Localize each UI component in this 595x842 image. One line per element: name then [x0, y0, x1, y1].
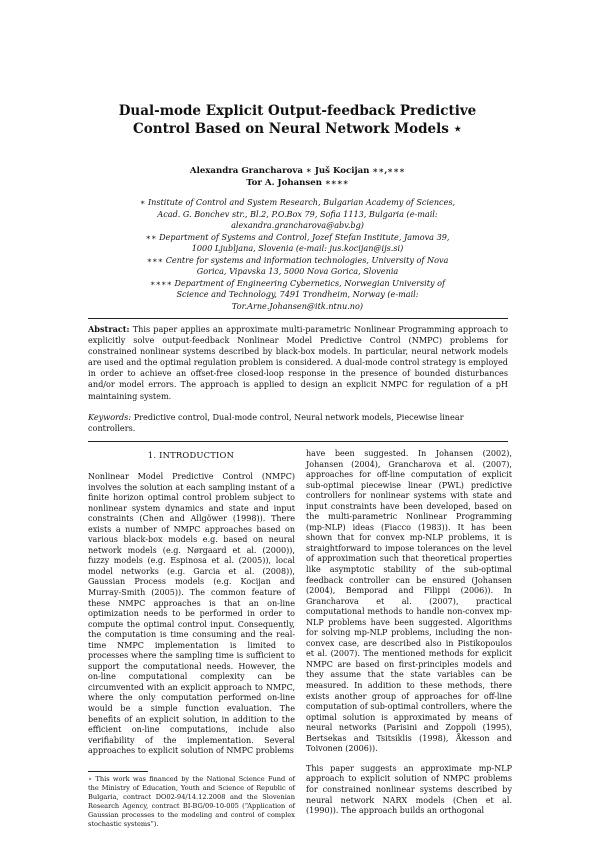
author-list — [100, 165, 495, 189]
abstract-text: This paper applies an approximate multi-parametric Nonlinear Programming approach to explicitly solve output-feedback Nonlinear Model Predictive Control (NMPC) problems for constrained nonlinear systems described by black-box models. In particular, neural network models are used and the optimal regulation problem is considered. A dual-mode control strategy is employed in order to achieve an offset-free closed-loop response in the presence of bounded disturbances and/or model errors. The approach is applied to design an explicit NMPC for regulation of a pH maintaining system. — [88, 324, 508, 401]
abstract — [88, 324, 508, 402]
footnote-text: This work was financed by the National Science Fund of the Ministry of Education, Youth and Science of Republic of Bulgaria, contract DO02-94/14.12.2008 and the Slovenian Research Agency, contract BI-BG/09-10-005 (“Application of Gaussian processes to the modeling and control of complex stochastic systems”). — [88, 775, 295, 828]
keywords — [88, 412, 508, 434]
keywords-text: Predictive control, Dual-mode control, Neural network models, Piecewise linear controllers. — [88, 412, 464, 434]
keywords-label: Keywords: — [88, 412, 132, 422]
affiliation-3: ∗∗∗ Centre for systems and information technologies, University of Nova Gorica, Vipavska 13, 5000 Nova Gorica, Slovenia — [146, 254, 449, 276]
footnote — [88, 775, 295, 828]
footnote-rule — [88, 771, 148, 772]
footnote-mark: ⋆ — [88, 775, 93, 783]
affiliation-4: ∗∗∗∗ Department of Engineering Cybernetics, Norwegian University of Science and Technology, 7491 Trondheim, Norway (e-mail: Tor.Arne.Johansen@itk.ntnu.no) — [149, 277, 446, 311]
section-heading-introduction: 1. INTRODUCTION — [147, 450, 235, 460]
right-column-paragraph-1: have been suggested. In Johansen (2002), Johansen (2004), Grancharova et al. (2007), approaches for off-line computation of explicit sub-optimal piecewise linear (PWL) predictive controllers for nonlinear systems with state and input constraints have been developed, based on the multi-parametric Nonlinear Programming (mp-NLP) ideas (Fiacco (1983)). It has been shown that for convex mp-NLP problems, it is straightforward to impose tolerances on the level of approximation such that theoretical properties like asymptotic stability of the sub-optimal feedback controller can be ensured (Johansen (2004), Bemporad and Filippi (2006)). In Grancharova et al. (2007), practical computational methods to handle non-convex mp-NLP problems have been suggested. Algorithms for solving mp-NLP problems, including the non-convex case, are described also in Pistikopoulos et al. (2007). The mentioned methods for explicit NMPC are based on first-principles models and they assume that the state variables can be measured. In addition to these methods, there exists another group of approaches for off-line computation of sub-optimal controllers, where the optimal solution is approximated by means of neural networks (Parisini and Zoppoli (1995), Bertsekas and Tsitsiklis (1998), Åkesson and Toivonen (2006)). — [306, 449, 512, 754]
right-column — [306, 449, 512, 817]
abstract-top-rule — [88, 318, 508, 319]
left-column — [88, 472, 295, 757]
affiliation-1: ∗ Institute of Control and System Research, Bulgarian Academy of Sciences, Acad. G. Bonchev str., Bl.2, P.O.Box 79, Sofia 1113, Bulgaria (e-mail: alexandra.grancharova@abv.bg) — [139, 197, 456, 230]
affiliations — [135, 197, 460, 312]
abstract-bottom-rule — [88, 441, 508, 442]
right-column-paragraph-2: This paper suggests an approximate mp-NLP approach to explicit solution of NMPC problems for constrained nonlinear systems described by neural network NARX models (Chen et al. (1990)). The approach builds an orthogonal — [306, 763, 512, 816]
affiliation-2: ∗∗ Department of Systems and Control, Jozef Stefan Institute, Jamova 39, 1000 Ljubljana, Slovenia (e-mail: jus.kocijan@ijs.si) — [145, 231, 450, 253]
left-column-paragraph: Nonlinear Model Predictive Control (NMPC) involves the solution at each sampling instant of a finite horizon optimal control problem subject to nonlinear system dynamics and state and input constraints (Chen and Allgöwer (1998)). There exists a number of NMPC approaches based on various black-box models e.g. based on neural network models (e.g. Nørgaard et al. (2000)), fuzzy models (e.g. Espinosa et al. (2005)), local model networks (e.g. Garcia et al. (2008)), Gaussian Process models (e.g. Kocijan and Murray-Smith (2005)). The common feature of these NMPC approaches is that an on-line optimization needs to be performed in order to compute the optimal control input. Consequently, the computation is time consuming and the real-time NMPC implementation is limited to processes where the sampling time is sufficient to support the computational needs. However, the on-line computational complexity can be circumvented with an explicit approach to NMPC, where the only computation performed on-line would be a simple function evaluation. The benefits of an explicit solution, in addition to the efficient on-line computations, include also verifiability of the implementation. Several approaches to explicit solution of NMPC problems — [88, 472, 295, 756]
author-line-1: Alexandra Grancharova ∗ Juš Kocijan ∗∗,∗∗∗ — [189, 166, 406, 176]
author-line-2: Tor A. Johansen ∗∗∗∗ — [246, 178, 349, 188]
paper-title: Dual-mode Explicit Output-feedback Predictive Control Based on Neural Network Models ⋆ — [118, 103, 477, 137]
abstract-label: Abstract: — [88, 324, 130, 334]
